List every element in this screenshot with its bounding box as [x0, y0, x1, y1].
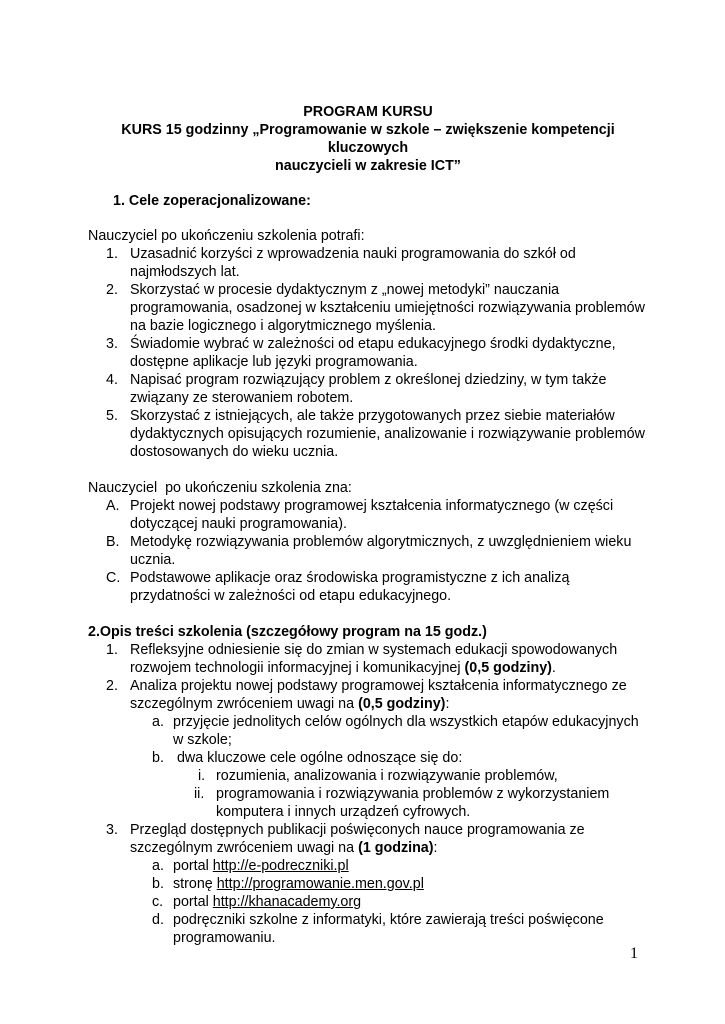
list-item: 3. Przegląd dostępnych publikacji poświęconych nauce programowania ze szczególnym zwróceniem uwagi na (1 godzina): — [106, 822, 585, 856]
sub-list-item: d. podręczniki szkolne z informatyki, które zawierają treści poświęcone programowaniu. — [152, 912, 604, 946]
list-item: 2. Analiza projektu nowej podstawy programowej kształcenia informatycznego ze szczególnym zwróceniem uwagi na (0,5 godziny): — [106, 678, 627, 712]
section1-heading: 1. Cele zoperacjonalizowane: — [113, 193, 311, 209]
document-title: PROGRAM KURSU — [303, 104, 433, 120]
list-item: A. Projekt nowej podstawy programowej kształcenia informatycznego (w części dotyczącej nauki programowania). — [106, 498, 614, 532]
list-item: B. Metodykę rozwiązywania problemów algorytmicznych, z uwzględnieniem wieku ucznia. — [106, 534, 632, 568]
list-item: C. Podstawowe aplikacje oraz środowiska programistyczne z ich analizą przydatności w zależności od etapu edukacyjnego. — [106, 570, 570, 604]
section2-heading: 2.Opis treści szkolenia (szczegółowy program na 15 godz.) — [88, 624, 487, 640]
sub-list-item: c. portal http://khanacademy.org — [152, 894, 362, 910]
khanacademy-link[interactable]: http://khanacademy.org — [212, 894, 362, 910]
page-number: 1 — [630, 945, 638, 962]
list-item: 4. Napisać program rozwiązujący problem z określonej dziedziny, w tym także związany ze sterowaniem robotem. — [106, 372, 607, 406]
sub-list-item: b. stronę http://programowanie.men.gov.pl — [152, 876, 424, 892]
sub-list-item: a. przyjęcie jednolitych celów ogólnych dla wszystkich etapów edukacyjnych w szkole; — [152, 714, 639, 748]
list-item: 1. Uzasadnić korzyści z wprowadzenia nauki programowania do szkół od najmłodszych lat. — [106, 246, 576, 280]
list-item: 2. Skorzystać w procesie dydaktycznym z „nowej metodyki” nauczania programowania, osadzonej w kształceniu umiejętności rozwiązywania problemów na bazie logicznego i algorytmicznego myślenia. — [106, 282, 645, 334]
e-podreczniki-link[interactable]: http://e-podreczniki.pl — [212, 858, 349, 874]
list-item: 1. Refleksyjne odniesienie się do zmian w systemach edukacji spowodowanych rozwojem technologii informacyjnej i komunikacyjnej (0,5 godziny). — [106, 642, 618, 676]
sub-sub-list-item: ii. programowania i rozwiązywania problemów z wykorzystaniem komputera i innych urządzeń cyfrowych. — [194, 786, 610, 820]
programowanie-men-link[interactable]: http://programowanie.men.gov.pl — [216, 876, 424, 892]
list-item: 3. Świadomie wybrać w zależności od etapu edukacyjnego środki dydaktyczne, dostępne aplikacje lub języki programowania. — [106, 336, 616, 370]
zna-intro: Nauczyciel po ukończeniu szkolenia zna: — [88, 480, 352, 496]
zna-list — [88, 497, 648, 605]
sub-sub-list-item: i. rozumienia, analizowania i rozwiązywanie problemów, — [198, 768, 558, 784]
document-page — [88, 103, 648, 947]
sub-list-item: a. portal http://e-podreczniki.pl — [152, 858, 349, 874]
course-title-line2: nauczycieli w zakresie ICT” — [275, 158, 461, 174]
list-item: 5. Skorzystać z istniejących, ale także przygotowanych przez siebie materiałów dydaktycznych opisujących rozumienie, analizowanie i rozwiązywanie problemów dostosowanych do wieku ucznia. — [106, 408, 645, 460]
sub-list-item: b. dwa kluczowe cele ogólne odnoszące się do: — [152, 750, 463, 766]
potrafi-intro: Nauczyciel po ukończeniu szkolenia potrafi: — [88, 228, 365, 244]
potrafi-list — [88, 245, 648, 461]
course-title-line1: KURS 15 godzinny „Programowanie w szkole – zwiększenie kompetencji kluczowych — [121, 122, 615, 156]
